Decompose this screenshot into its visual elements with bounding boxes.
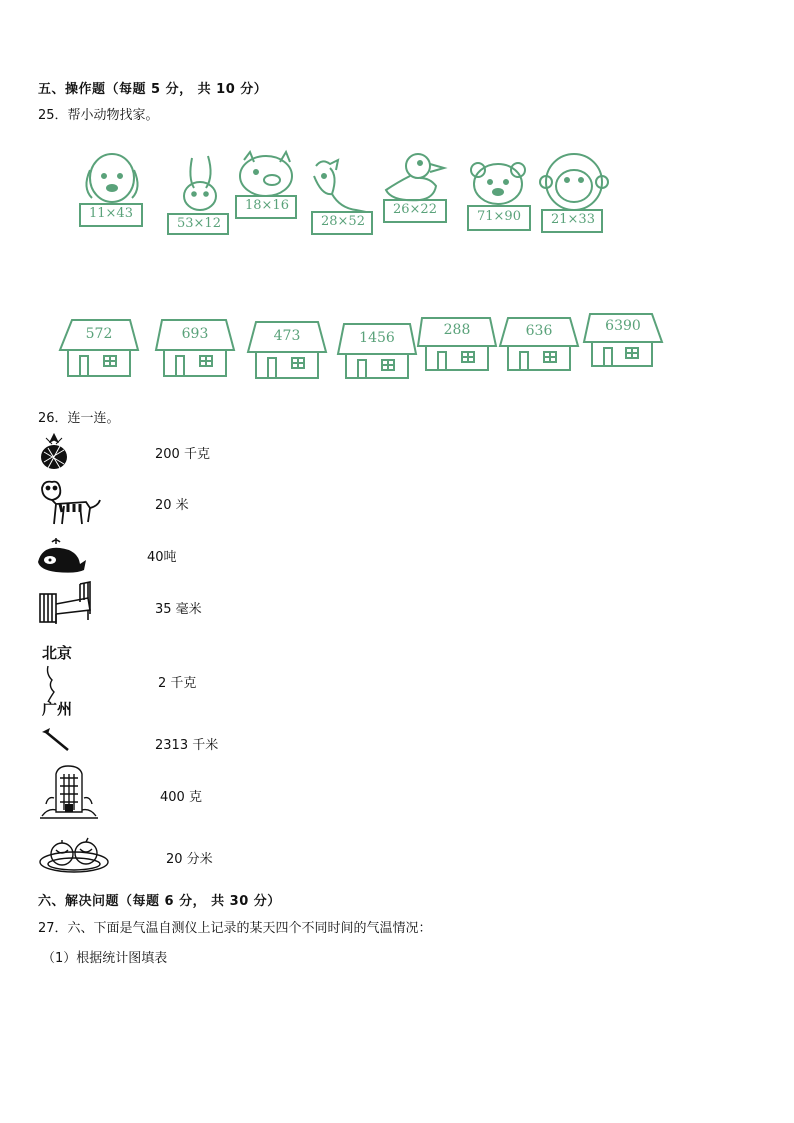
house-number: 473 <box>273 328 301 344</box>
option-label: 40吨 <box>147 550 177 565</box>
nail-icon <box>38 726 72 758</box>
house-number: 288 <box>443 322 471 338</box>
option-label: 2313 千米 <box>155 738 219 753</box>
fruit-plate-icon <box>38 836 114 880</box>
animal-expression: 11×43 <box>89 206 133 221</box>
pig-icon <box>232 148 304 243</box>
bear-icon <box>464 160 536 255</box>
house-number: 693 <box>181 326 209 342</box>
question-26-prompt: 26．连一连。 <box>38 411 120 426</box>
house-number: 636 <box>525 323 553 339</box>
map-label-beijing: 北京 <box>42 644 73 662</box>
house-icon <box>582 312 664 376</box>
rabbit-icon <box>164 150 236 245</box>
animal-expression: 18×16 <box>245 198 289 213</box>
option-label: 200 千克 <box>155 447 210 462</box>
monkey-icon <box>538 152 610 247</box>
goat-icon <box>308 156 380 251</box>
question-27-sub1: （1）根据统计图填表 <box>42 951 168 966</box>
question-25-prompt: 25．帮小动物找家。 <box>38 108 159 123</box>
house-icon <box>246 318 328 382</box>
option-label: 20 分米 <box>166 852 213 867</box>
whale-icon <box>36 536 88 580</box>
tiger-icon <box>36 478 102 532</box>
animal-expression: 53×12 <box>177 216 221 231</box>
map-label-guangzhou: 广州 <box>42 700 73 718</box>
animal-expression: 71×90 <box>477 209 521 224</box>
section-5-title: 五、操作题（每题 5 分， 共 10 分） <box>38 82 268 97</box>
option-label: 2 千克 <box>158 676 197 691</box>
bed-icon <box>36 580 94 630</box>
pineapple-icon <box>36 432 72 474</box>
option-label: 35 毫米 <box>155 602 202 617</box>
house-icon <box>416 316 498 380</box>
question-27-prompt: 27．六、下面是气温自测仪上记录的某天四个不同时间的气温情况： <box>38 921 432 936</box>
house-icon <box>498 316 580 380</box>
dog-icon <box>76 148 148 243</box>
house-number: 1456 <box>359 330 395 346</box>
house-icon <box>154 316 236 380</box>
animal-expression: 26×22 <box>393 202 437 217</box>
house-icon <box>336 318 418 382</box>
building-icon <box>38 764 100 824</box>
duck-icon <box>380 150 452 245</box>
animal-expression: 28×52 <box>321 214 365 229</box>
house-number: 572 <box>85 326 113 342</box>
option-label: 20 米 <box>155 498 189 513</box>
option-label: 400 克 <box>160 790 202 805</box>
section-6-title: 六、解决问题（每题 6 分， 共 30 分） <box>38 894 281 909</box>
animal-expression: 21×33 <box>551 212 595 227</box>
beijing-guangzhou-map-icon <box>38 642 82 718</box>
house-number: 6390 <box>605 318 641 334</box>
house-icon <box>58 316 140 380</box>
